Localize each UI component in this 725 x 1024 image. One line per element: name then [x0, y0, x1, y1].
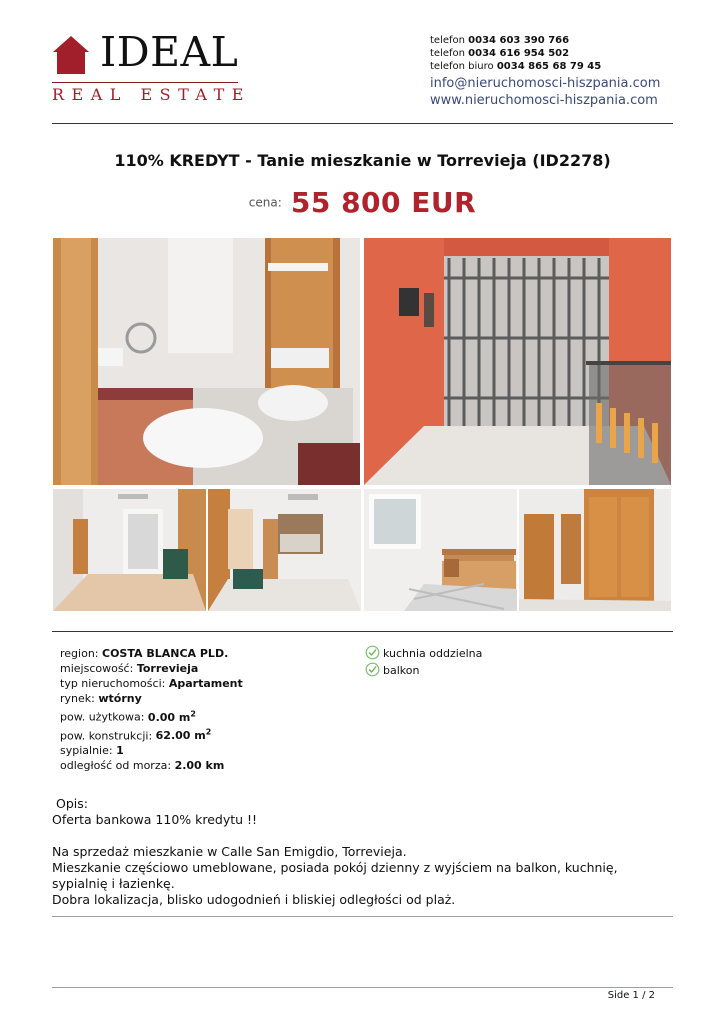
- price-row: [0, 186, 725, 219]
- website-link[interactable]: www.nieruchomosci-hiszpania.com: [430, 93, 658, 108]
- phone-label: telefon: [430, 48, 465, 59]
- page-number: Side 1 / 2: [607, 990, 655, 1001]
- detail-label: odległość od morza:: [60, 759, 172, 773]
- detail-property-type: [60, 676, 243, 691]
- house-icon: [52, 34, 90, 76]
- header-divider: [52, 123, 673, 124]
- phone-label: telefon biuro: [430, 61, 494, 72]
- description-heading: Opis:: [56, 796, 88, 811]
- detail-value: wtórny: [98, 692, 142, 705]
- phone-number[interactable]: 0034 616 954 502: [468, 48, 570, 59]
- description-line-rooms: Mieszkanie częściowo umeblowane, posiada pokój dzienny z wyjściem na balkon, kuchnię, sypialnię i łazienkę.: [52, 860, 618, 891]
- bathroom-photo[interactable]: [53, 238, 360, 485]
- detail-market: [60, 691, 243, 706]
- detail-label: pow. konstrukcji:: [60, 729, 153, 743]
- price-value: 55 800 EUR: [290, 186, 477, 219]
- logo-divider: [52, 82, 238, 83]
- check-icon: [365, 662, 380, 677]
- contact-block: [430, 34, 660, 109]
- detail-usable-area: [60, 706, 243, 725]
- detail-label: typ nieruchomości:: [60, 677, 166, 690]
- office-phone-number[interactable]: 0034 865 68 79 45: [496, 61, 602, 72]
- feature-label: kuchnia oddzielna: [383, 647, 483, 660]
- detail-label: sypialnie:: [60, 744, 113, 758]
- email-link[interactable]: info@nieruchomosci-hiszpania.com: [430, 76, 661, 91]
- logo-tagline: REAL ESTATE: [52, 85, 251, 104]
- detail-city: [60, 661, 243, 676]
- description-section: [52, 796, 677, 908]
- feature-balcony: [365, 663, 482, 680]
- phone-label: telefon: [430, 35, 465, 46]
- detail-label: region:: [60, 647, 99, 660]
- description-line-area: Dobra lokalizacja, blisko udogodnień i bliskiej odległości od plaż.: [52, 892, 456, 907]
- detail-value: 0.00 m: [147, 710, 191, 724]
- description-line-location: Na sprzedaż mieszkanie w Calle San Emigdio, Torrevieja.: [52, 844, 407, 859]
- detail-unit-sup: 2: [205, 727, 212, 737]
- price-label: cena:: [248, 195, 282, 210]
- detail-sea-distance: [60, 758, 243, 773]
- check-icon: [365, 645, 380, 660]
- detail-label: rynek:: [60, 692, 95, 705]
- living-room-photo[interactable]: [53, 489, 206, 611]
- phone-number[interactable]: 0034 603 390 766: [468, 35, 570, 46]
- footer-divider: [52, 987, 673, 988]
- detail-value: 62.00 m: [155, 729, 206, 743]
- listing-title: 110% KREDYT - Tanie mieszkanie w Torrevieja (ID2278): [114, 151, 611, 170]
- feature-label: balkon: [383, 664, 420, 677]
- detail-unit-sup: 2: [190, 709, 196, 718]
- bedroom-photo[interactable]: [364, 489, 517, 611]
- property-details: [60, 646, 243, 773]
- feature-separate-kitchen: [365, 646, 482, 663]
- hallway-gate-photo[interactable]: [364, 238, 671, 485]
- detail-value: Apartament: [168, 677, 243, 690]
- logo-wordmark: IDEAL: [100, 28, 239, 76]
- wardrobe-photo[interactable]: [519, 489, 671, 611]
- photos-divider: [52, 631, 673, 632]
- company-logo: [52, 28, 251, 106]
- description-line-offer: Oferta bankowa 110% kredytu !!: [52, 812, 258, 827]
- detail-value: 2.00 km: [174, 759, 225, 773]
- detail-value: COSTA BLANCA PLD.: [102, 647, 229, 660]
- detail-label: pow. użytkowa:: [60, 710, 145, 724]
- phone-line-2: [430, 47, 660, 60]
- phone-line-1: [430, 34, 660, 47]
- detail-label: miejscowość:: [60, 662, 134, 675]
- detail-value: 1: [116, 744, 124, 758]
- detail-value: Torrevieja: [136, 662, 199, 675]
- features-list: [365, 646, 482, 680]
- phone-line-3: [430, 60, 660, 73]
- detail-construction-area: [60, 725, 243, 744]
- kitchen-view-photo[interactable]: [208, 489, 361, 611]
- description-divider: [52, 916, 673, 917]
- detail-bedrooms: [60, 743, 243, 758]
- detail-region: [60, 646, 243, 661]
